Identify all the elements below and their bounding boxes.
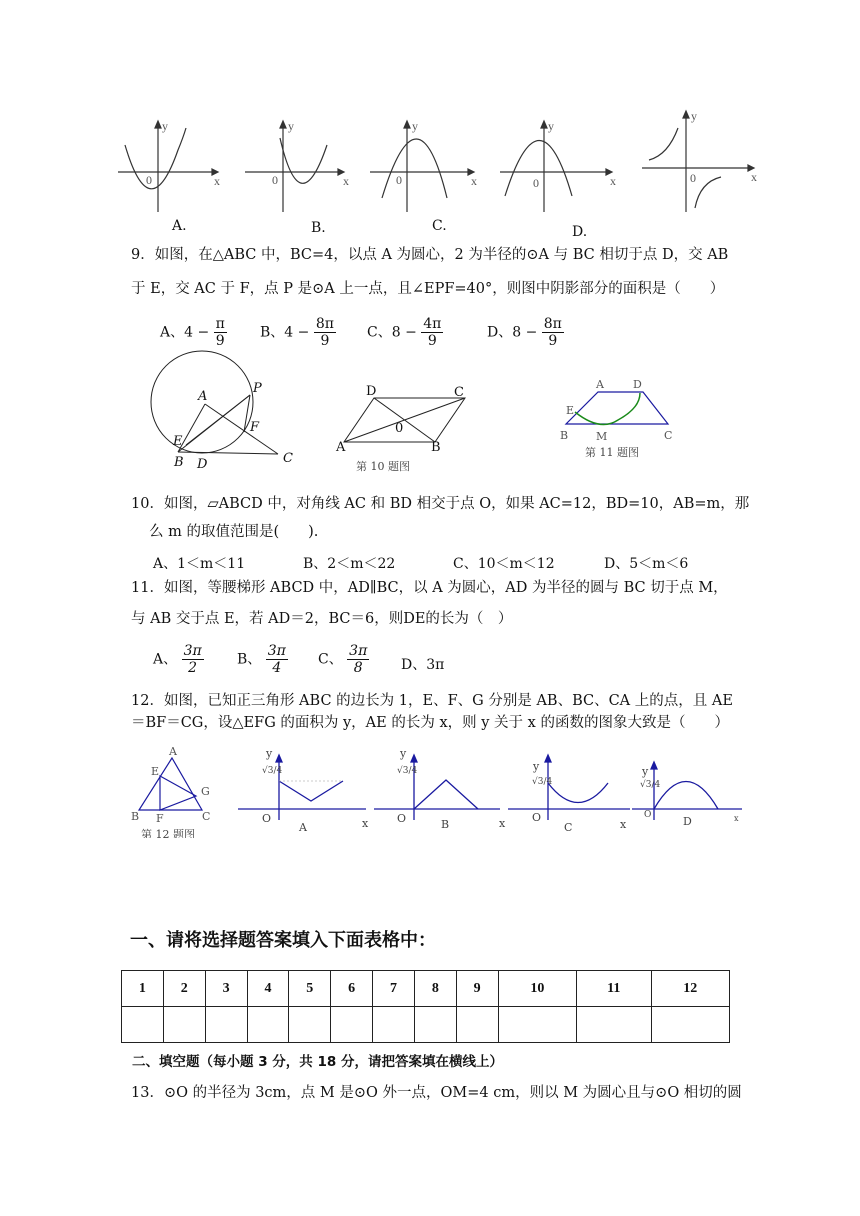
q12-graph-c-y: y [533, 760, 540, 773]
answer-cell-8[interactable] [414, 1007, 456, 1043]
answer-col-7: 7 [373, 971, 415, 1007]
fig9-label-p: P [253, 381, 262, 396]
q12-graph-d-label: D [683, 815, 692, 828]
answer-cell-5[interactable] [289, 1007, 331, 1043]
answer-cell-10[interactable] [498, 1007, 576, 1043]
fig9-label-a: A [198, 389, 208, 404]
q10-line1: 10．如图，▱ABCD 中，对角线 AC 和 BD 相交于点 O，如果 AC=12，BD=10，AB=m，那 [131, 496, 750, 512]
q12-graph-c-origin: O [532, 811, 542, 824]
q12-graph-a-x: x [362, 817, 369, 830]
fig12-label-f: F [156, 812, 164, 825]
q12-graph-c-ytick: √3/4 [532, 777, 553, 787]
q12-graph-a-ytick: √3/4 [262, 766, 283, 776]
svg-text:x: x [751, 170, 757, 184]
q12-graph-a-label: A [299, 821, 307, 834]
section1-title: 一、请将选择题答案填入下面表格中： [130, 930, 436, 951]
q8-option-d: D. [572, 224, 588, 240]
q11-line1: 11．如图，等腰梯形 ABCD 中，AD∥BC，以 A 为圆心，AD 为半径的圆与 BC 切于点 M， [131, 580, 728, 596]
q12-graph-a-y: y [266, 747, 273, 760]
svg-text:y: y [548, 119, 554, 133]
svg-text:0: 0 [272, 173, 278, 187]
fig10-label-o: 0 [395, 421, 404, 436]
q9-option-b: B、4 − $\frac{8\pi}{9}$ [260, 316, 334, 349]
q12-graph-c-label: C [564, 821, 573, 834]
svg-text:0: 0 [396, 173, 402, 187]
q9-option-c: C、8 − $\frac{4\pi}{9}$ [367, 316, 442, 349]
answer-col-12: 12 [651, 971, 730, 1007]
q12-graph-a-origin: O [262, 812, 272, 825]
svg-text:0: 0 [690, 171, 696, 185]
fig9-label-b: B [174, 455, 184, 470]
answer-cell-2[interactable] [163, 1007, 205, 1043]
q12-graph-b-label: B [441, 818, 450, 831]
q12-graph-b-y: y [400, 747, 407, 760]
q11-option-b: B、 $\frac{3\pi}{4}$ [237, 643, 286, 676]
fig11-label-c: C [664, 429, 673, 442]
answer-cell-9[interactable] [456, 1007, 498, 1043]
answer-cell-7[interactable] [373, 1007, 415, 1043]
q12-graph-d-origin: O [644, 810, 652, 820]
svg-text:x: x [214, 174, 220, 188]
answer-col-10: 10 [498, 971, 576, 1007]
q8-option-c: C. [432, 218, 447, 234]
q8-option-b: B. [311, 220, 326, 236]
q12-graph-d-x: x [734, 814, 739, 823]
answer-col-6: 6 [331, 971, 373, 1007]
answer-col-8: 8 [414, 971, 456, 1007]
q12-graph-b-ytick: √3/4 [397, 766, 418, 776]
fig11-caption: 第 11 题图 [585, 446, 639, 459]
fig10-caption: 第 10 题图 [356, 460, 410, 473]
fig11-label-e: E [566, 404, 575, 417]
q9-option-a: A、4 − $\frac{\pi}{9}$ [160, 316, 225, 349]
svg-text:0: 0 [146, 173, 152, 187]
q12-graph-b-origin: O [397, 812, 407, 825]
q12-graph-c-x: x [620, 818, 627, 831]
answer-col-3: 3 [205, 971, 247, 1007]
answer-cell-3[interactable] [205, 1007, 247, 1043]
answer-col-11: 11 [577, 971, 651, 1007]
q11-line2: 与 AB 交于点 E，若 AD＝2，BC＝6，则DE的长为（ ） [131, 611, 513, 627]
fig9-label-d: D [197, 457, 208, 472]
svg-text:y: y [162, 119, 168, 133]
q10-option-d: D、5＜m＜6 [604, 556, 689, 572]
fig9-label-e: E [173, 434, 183, 449]
q10-line2: 么 m 的取值范围是( ). [149, 524, 319, 540]
fig11-label-b: B [560, 429, 569, 442]
svg-text:x: x [343, 174, 349, 188]
answer-col-2: 2 [163, 971, 205, 1007]
answer-table [121, 970, 730, 1043]
q10-option-a: A、1＜m＜11 [153, 556, 246, 572]
answer-cell-11[interactable] [577, 1007, 651, 1043]
answer-cell-4[interactable] [247, 1007, 289, 1043]
answer-table-input-row [122, 1007, 730, 1043]
answer-col-5: 5 [289, 971, 331, 1007]
fig10-label-d: D [366, 384, 377, 399]
q11-option-a: A、 $\frac{3\pi}{2}$ [153, 643, 202, 676]
answer-cell-12[interactable] [651, 1007, 730, 1043]
q12-line1: 12．如图，已知正三角形 ABC 的边长为 1，E、F、G 分别是 AB、BC、CA 上的点，且 AE [131, 693, 733, 709]
q12-graph-d-y: y [642, 765, 649, 778]
svg-text:y: y [691, 109, 697, 123]
q12-graph-b-x: x [499, 817, 506, 830]
q10-option-c: C、10＜m＜12 [453, 556, 555, 572]
q11-option-c: C、 $\frac{3\pi}{8}$ [318, 643, 368, 676]
fig10-label-a: A [336, 440, 346, 455]
q12-graph-d-ytick: √3/4 [640, 780, 661, 790]
fig10-label-b: B [431, 440, 441, 455]
q12-line2: ＝BF＝CG，设△EFG 的面积为 y，AE 的长为 x，则 y 关于 x 的函数的图象大致是（ ） [131, 715, 729, 731]
svg-text:x: x [610, 174, 616, 188]
section2-title: 二、填空题（每小题 3 分，共 18 分，请把答案填在横线上） [132, 1054, 503, 1070]
fig12-label-e: E [151, 765, 160, 778]
fig10-label-c: C [454, 385, 464, 400]
answer-col-9: 9 [456, 971, 498, 1007]
svg-text:y: y [412, 119, 418, 133]
svg-text:y: y [288, 119, 294, 133]
q11-option-d: D、3π [401, 657, 445, 673]
q8-option-a: A. [172, 218, 187, 234]
answer-col-1: 1 [122, 971, 164, 1007]
fig11-label-d: D [633, 378, 642, 391]
fig11-label-a: A [596, 378, 604, 391]
fig9-label-c: C [283, 451, 293, 466]
fig12-caption: 第 12 题图 [141, 828, 195, 838]
svg-text:x: x [471, 174, 477, 188]
fig12-label-a: A [169, 745, 177, 758]
fig12-label-b: B [131, 810, 140, 823]
answer-cell-1[interactable] [122, 1007, 164, 1043]
fig9-label-f: F [250, 420, 260, 435]
fig12-label-g: G [201, 785, 210, 798]
q9-line2: 于 E，交 AC 于 F，点 P 是⊙A 上一点，且∠EPF=40°，则图中阴影部分的面积是（ ） [131, 281, 725, 297]
answer-cell-6[interactable] [331, 1007, 373, 1043]
answer-table-header-row [122, 971, 730, 1007]
answer-col-4: 4 [247, 971, 289, 1007]
q10-option-b: B、2＜m＜22 [303, 556, 396, 572]
q13-line1: 13．⊙O 的半径为 3cm，点 M 是⊙O 外一点，OM=4 cm，则以 M 为圆心且与⊙O 相切的圆 [131, 1085, 742, 1101]
q9-line1: 9．如图，在△ABC 中，BC=4，以点 A 为圆心，2 为半径的⊙A 与 BC 相切于点 D，交 AB [131, 247, 729, 263]
svg-text:0: 0 [533, 176, 539, 190]
q9-option-d: D、8 − $\frac{8\pi}{9}$ [487, 316, 562, 349]
fig12-label-c: C [202, 810, 211, 823]
fig11-label-m: M [596, 430, 608, 443]
